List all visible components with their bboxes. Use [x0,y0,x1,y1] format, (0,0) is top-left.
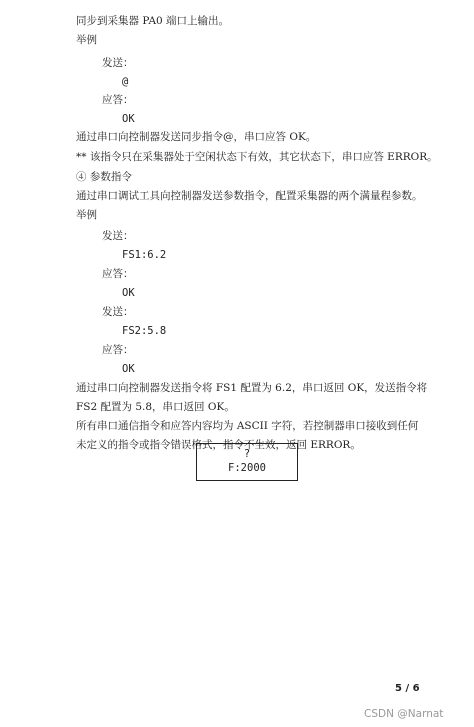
text-line: 通过串口向控制器发送同步指令@，串口应答 OK。 [76,131,317,143]
code-line: @ [122,76,129,88]
text-line: 未定义的指令或指令错误格式，指令不生效，返回 ERROR。 [76,439,361,451]
text-line: FS2 配置为 5.8，串口返回 OK。 [76,401,235,413]
text-line: 所有串口通信指令和应答内容均为 ASCII 字符，若控制器串口接收到任何 [76,420,419,432]
oled-line-1: ? [243,448,251,460]
code-line: OK [122,363,135,375]
text-line: 发送： [102,230,134,242]
text-line: 应答： [102,94,134,106]
page-number: 5 / 6 [395,683,420,694]
code-line: OK [122,287,135,299]
text-line: 举例 [76,209,97,221]
code-line: FS2:5.8 [122,325,167,337]
code-line: FS1:6.2 [122,249,167,261]
text-line: 应答： [102,344,134,356]
section-heading: ④ 参数指令 [76,171,132,183]
text-line: 应答： [102,268,134,280]
text-line: 同步到采集器 PA0 端口上输出。 [76,15,230,27]
watermark: CSDN @Narnat [364,708,444,720]
code-line: OK [122,113,135,125]
text-line: 通过串口调试工具向控制器发送参数指令，配置采集器的两个满量程参数。 [76,190,423,202]
text-line: 通过串口向控制器发送指令将 FS1 配置为 6.2，串口返回 OK，发送指令将 [76,382,428,394]
oled-line-2: F:2000 [228,462,266,474]
text-line: 举例 [76,34,97,46]
text-line: 发送： [102,306,134,318]
text-line: ** 该指令只在采集器处于空闲状态下有效，其它状态下，串口应答 ERROR。 [76,151,438,163]
text-line: 发送： [102,57,134,69]
oled-display [196,443,298,481]
